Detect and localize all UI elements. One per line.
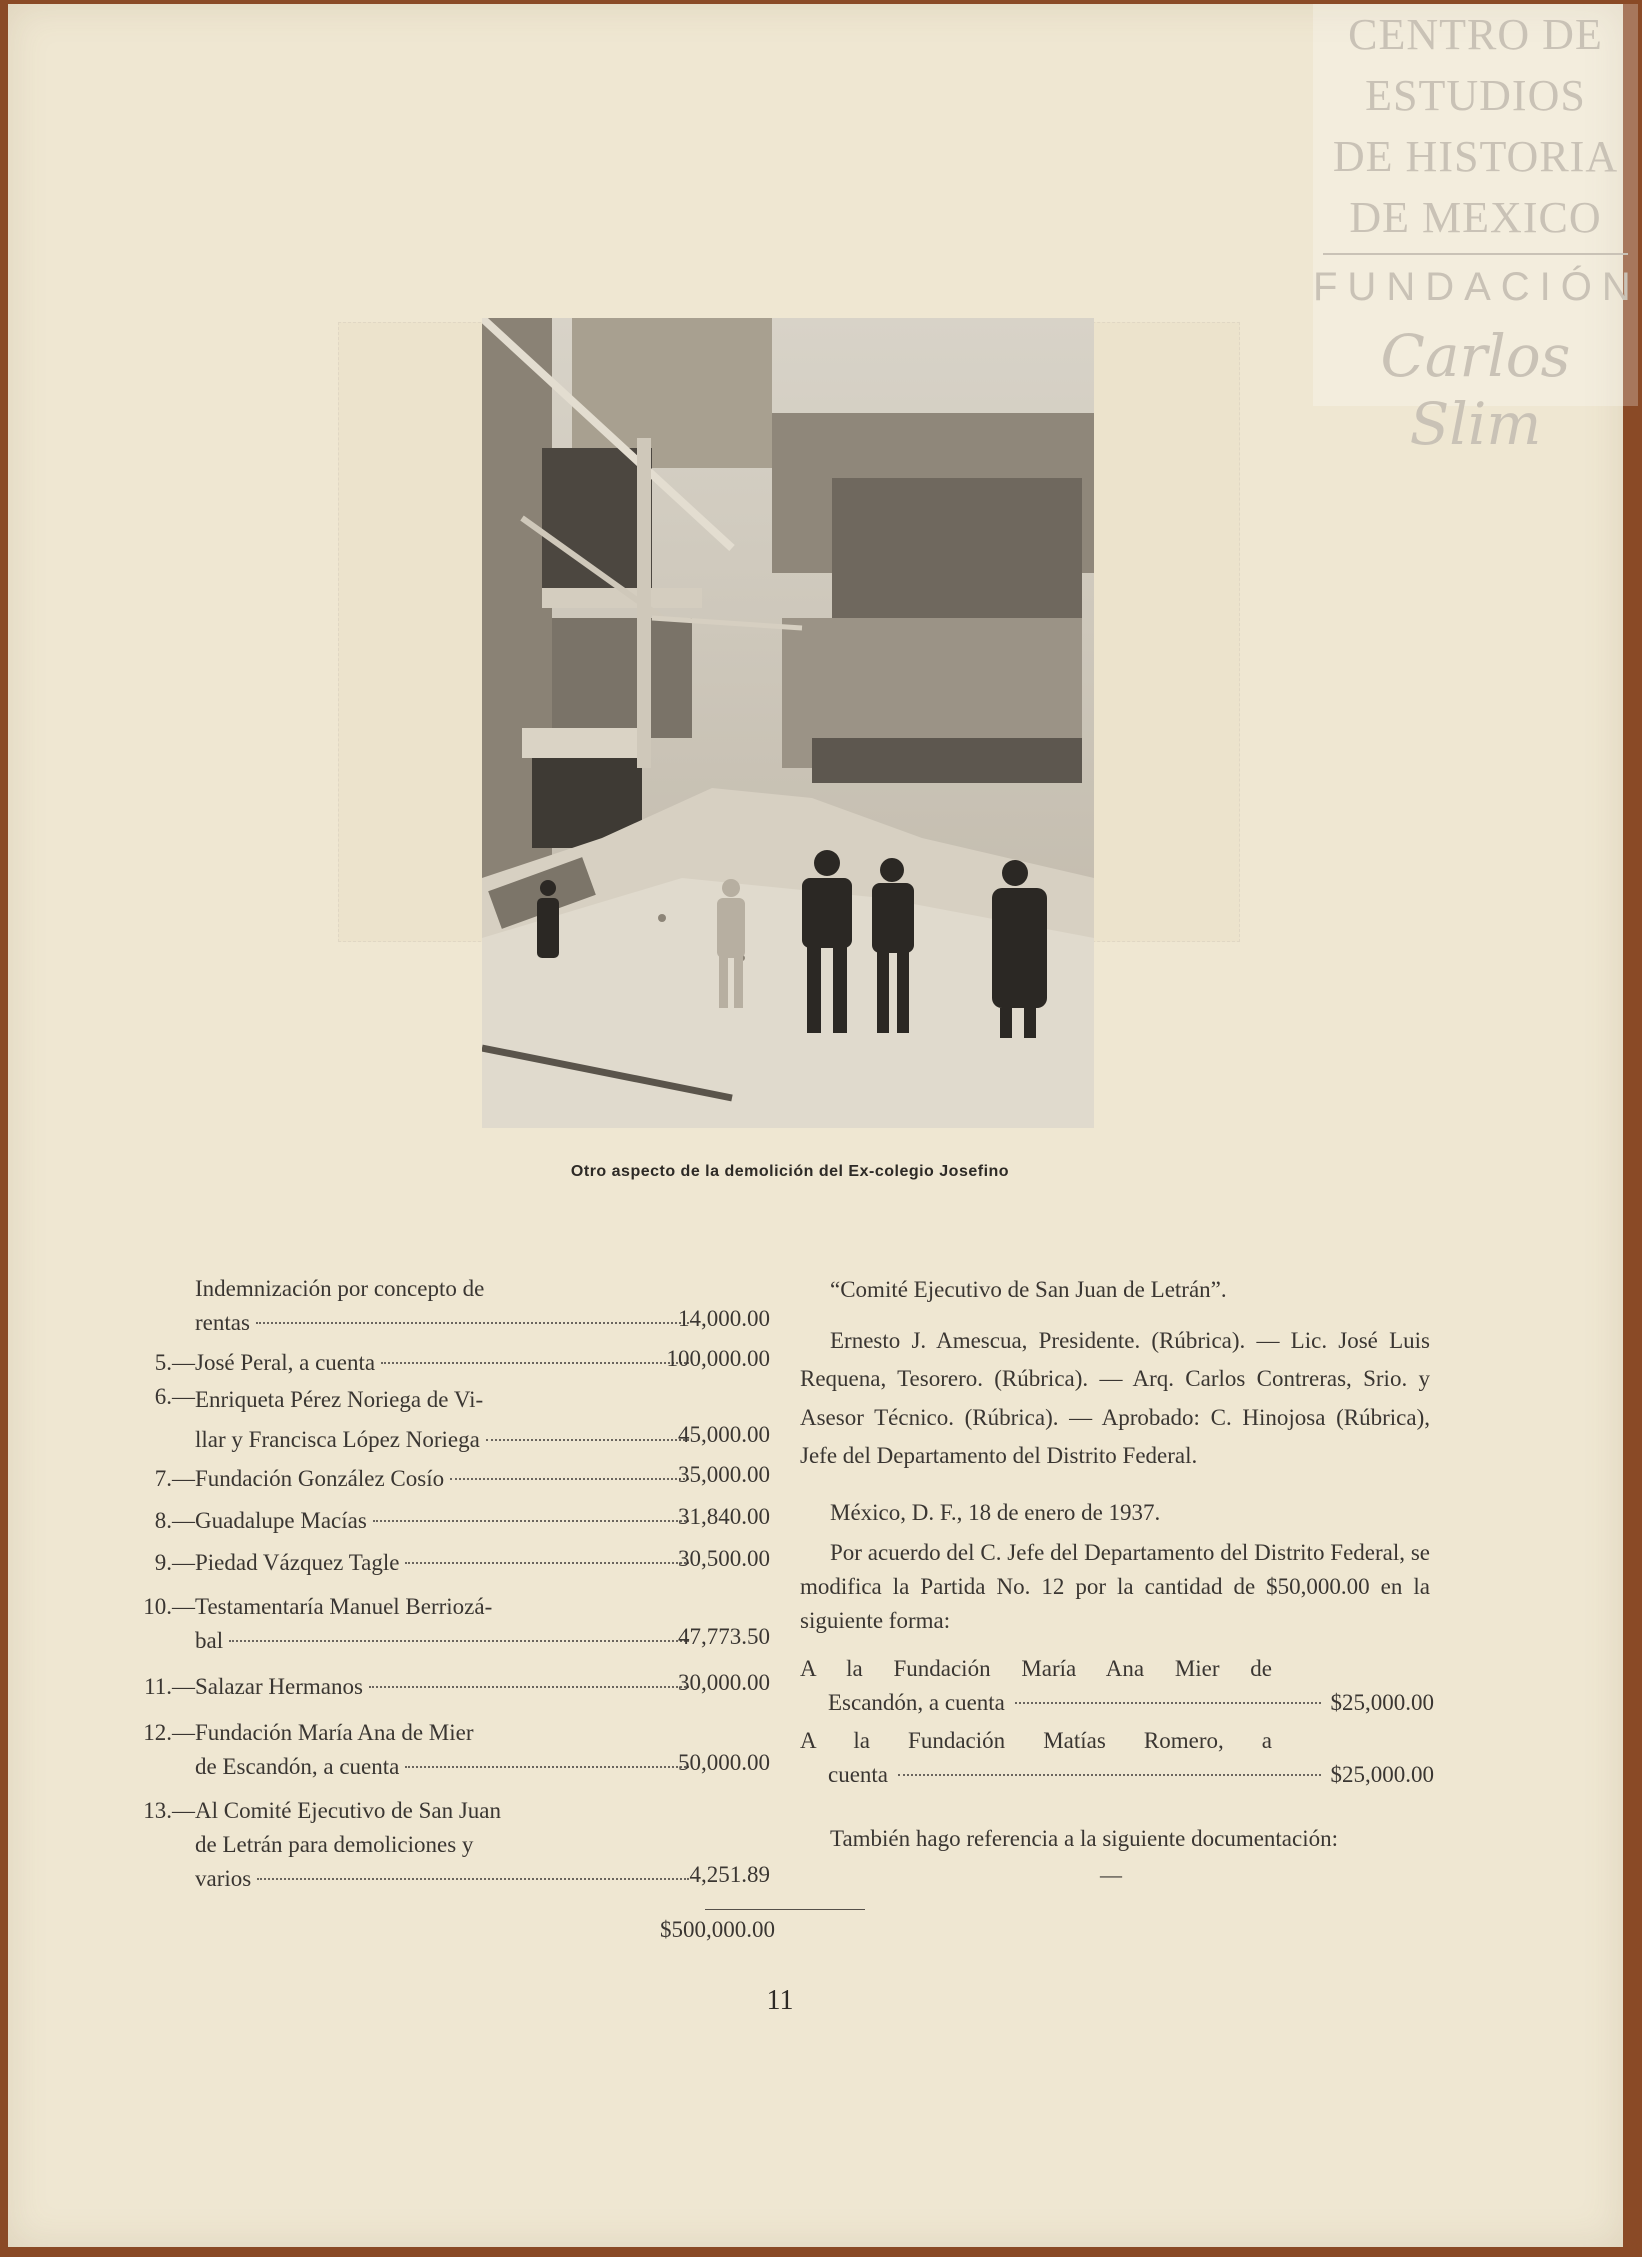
entry-last-line xyxy=(195,1862,695,1896)
entry-line: rentas xyxy=(195,1310,250,1335)
payments-ledger xyxy=(100,1272,775,1942)
entry-line: Testamentaría Manuel Berriozá- xyxy=(195,1594,493,1619)
page-number: 11 xyxy=(766,1985,794,2016)
partida-line: A la Fundación María Ana Mier de xyxy=(800,1656,1272,1681)
partida-amount: $25,000.00 xyxy=(1330,1762,1434,1787)
spacer xyxy=(800,1638,1430,1652)
entry-amount: 30,000.00 xyxy=(678,1670,770,1695)
entry-description xyxy=(195,1504,695,1538)
entry-amount: 31,840.00 xyxy=(678,1504,770,1529)
entry-number: 13.— xyxy=(143,1798,195,1823)
partida-entry xyxy=(800,1652,1434,1724)
ledger-entry xyxy=(100,1380,770,1456)
right-column xyxy=(800,1271,1434,1856)
entry-number: 9.— xyxy=(154,1550,195,1575)
spacer xyxy=(800,1476,1430,1494)
partida-line: A la Fundación Matías Romero, a xyxy=(800,1728,1272,1753)
entry-number: 11.— xyxy=(144,1674,195,1699)
entry-last-line xyxy=(195,1670,695,1704)
ledger-entry xyxy=(100,1716,770,1784)
entry-amount: 30,500.00 xyxy=(678,1546,770,1571)
entry-amount: 14,000.00 xyxy=(678,1306,770,1331)
ledger-entry xyxy=(100,1670,770,1704)
entry-line: Piedad Vázquez Tagle xyxy=(195,1550,400,1575)
entry-line: Fundación María Ana de Mier xyxy=(195,1720,474,1745)
watermark-foundation: FUNDACIÓN xyxy=(1313,265,1641,309)
ledger-entry xyxy=(100,1504,770,1538)
partida-line: Escandón, a cuenta xyxy=(828,1690,1005,1715)
entry-last-line xyxy=(195,1504,695,1538)
entry-amount: 45,000.00 xyxy=(678,1422,770,1447)
entry-line: Salazar Hermanos xyxy=(195,1674,363,1699)
entry-last-line xyxy=(195,1346,695,1380)
watermark-line: DE MEXICO xyxy=(1349,193,1602,242)
partida-last-line xyxy=(800,1686,1434,1720)
watermark-line: DE HISTORIA xyxy=(1332,132,1619,181)
entry-amount: 35,000.00 xyxy=(678,1462,770,1487)
dot-leader xyxy=(257,1878,689,1880)
entry-description xyxy=(195,1462,695,1496)
entry-line: Al Comité Ejecutivo de San Juan xyxy=(195,1798,501,1823)
entry-last-line xyxy=(195,1306,695,1340)
entry-amount: 50,000.00 xyxy=(678,1750,770,1775)
watermark-divider xyxy=(1323,253,1628,255)
entry-line: Guadalupe Macías xyxy=(195,1508,367,1533)
ledger-total: $500,000.00 xyxy=(660,1917,775,1942)
ledger-entry xyxy=(100,1346,770,1380)
spacer xyxy=(800,1310,1430,1322)
spacer xyxy=(800,1796,1430,1822)
dot-leader xyxy=(256,1322,689,1324)
entry-amount: 4,251.89 xyxy=(689,1862,770,1887)
watermark-line: CENTRO DE xyxy=(1348,10,1603,59)
entry-description xyxy=(195,1716,695,1784)
entry-line: Enriqueta Pérez Noriega de Vi- xyxy=(195,1387,484,1412)
ledger-entry xyxy=(100,1590,770,1658)
entry-description xyxy=(195,1590,695,1658)
entry-line: Indemnización por concepto de xyxy=(195,1276,485,1301)
entry-description xyxy=(195,1346,695,1380)
watermark-signature: Carlos Slim xyxy=(1380,322,1571,458)
entry-number: 7.— xyxy=(154,1466,195,1491)
partida-entry xyxy=(800,1724,1434,1796)
entry-last-line xyxy=(195,1462,695,1496)
dot-leader xyxy=(898,1774,1320,1776)
entry-last-line xyxy=(195,1624,695,1658)
entry-number: 12.— xyxy=(143,1720,195,1745)
demolition-photo-illustration xyxy=(482,318,1094,1128)
entry-description xyxy=(195,1272,695,1340)
entry-last-line xyxy=(195,1750,695,1784)
ledger-entry xyxy=(100,1462,770,1496)
ledger-entry xyxy=(100,1546,770,1580)
entry-description xyxy=(195,1380,695,1460)
entry-line: bal xyxy=(195,1628,224,1653)
entry-line: de Letrán para demoliciones y xyxy=(195,1832,474,1857)
photo-caption: Otro aspecto de la demolición del Ex-colegio Josefino xyxy=(570,1163,1010,1180)
committee-name: “Comité Ejecutivo de San Juan de Letrán”. xyxy=(830,1277,1227,1302)
entry-line: José Peral, a cuenta xyxy=(195,1350,376,1375)
dot-leader xyxy=(1015,1702,1321,1704)
entry-line: llar y Francisca López Noriega xyxy=(195,1427,480,1452)
entry-description xyxy=(195,1794,695,1896)
entry-number: 10.— xyxy=(143,1594,195,1619)
partida-last-line xyxy=(800,1758,1434,1792)
demolition-photo xyxy=(482,318,1094,1128)
archive-watermark xyxy=(1313,4,1641,458)
entry-line: varios xyxy=(195,1866,252,1891)
signatures-paragraph: Ernesto J. Amescua, Presidente. (Rúbrica). — Lic. José Luis Requena, Tesorero. (Rúbrica). — Arq. Carlos Contreras, Srio. y Asesor Técnico. (Rúbrica). — Aprobado: C. Hinojosa (Rúbrica), Jefe del Departamento del Distrito Federal. xyxy=(800,1327,1430,1468)
entry-amount: 47,773.50 xyxy=(678,1624,770,1649)
date-line: México, D. F., 18 de enero de 1937. xyxy=(830,1499,1161,1525)
entry-last-line xyxy=(195,1546,695,1580)
entry-description xyxy=(195,1670,695,1704)
watermark-line: ESTUDIOS xyxy=(1365,71,1586,120)
entry-number: 5.— xyxy=(154,1350,195,1375)
partida-line: cuenta xyxy=(828,1762,889,1787)
documentation-paragraph: También hago referencia a la siguiente documentación: xyxy=(830,1826,1338,1851)
entry-amount: 100,000.00 xyxy=(666,1346,770,1371)
dot-leader xyxy=(229,1640,689,1642)
entry-last-line xyxy=(195,1420,695,1460)
entry-description xyxy=(195,1546,695,1580)
ledger-entry xyxy=(100,1272,770,1340)
ledger-entry xyxy=(100,1794,770,1894)
entry-line: de Escandón, a cuenta xyxy=(195,1754,400,1779)
entry-line: Fundación González Cosío xyxy=(195,1466,445,1491)
total-rule xyxy=(705,1909,865,1910)
modification-paragraph: Por acuerdo del C. Jefe del Departamento del Distrito Federal, se modifica la Partida No. 12 por la cantidad de $50,000.00 en la siguiente forma: xyxy=(800,1540,1430,1633)
section-separator: — xyxy=(1100,1862,1122,1887)
entry-number: 8.— xyxy=(154,1508,195,1533)
entry-number: 6.— xyxy=(154,1384,195,1409)
partida-amount: $25,000.00 xyxy=(1330,1690,1434,1715)
